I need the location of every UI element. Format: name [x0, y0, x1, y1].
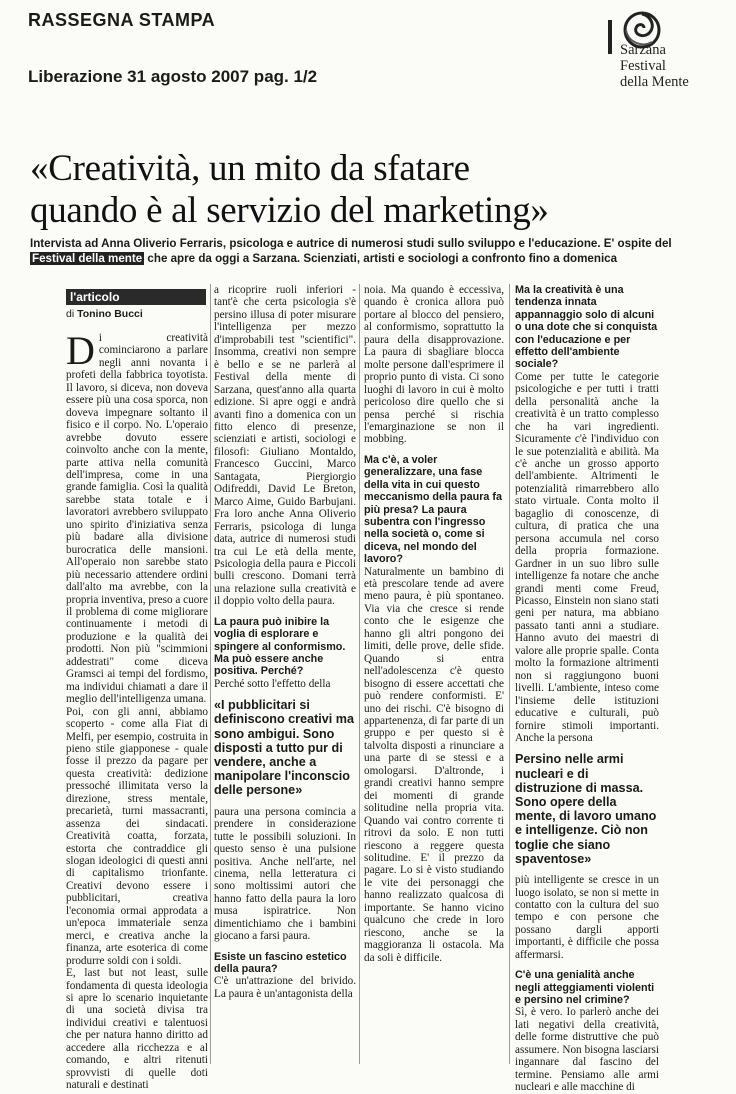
source-line: Liberazione 31 agosto 2007 pag. 1/2 [28, 67, 318, 86]
festival-highlight: Festival della mente [32, 252, 143, 265]
column-4 [515, 284, 659, 1094]
question-1: La paura può inibire la voglia di esplorare e spingere al conformismo. Ma può essere anche positiva. Perché? [214, 615, 346, 678]
col2-p4: C'è un'attrazione del brivido. La paura è un'antagonista della [214, 975, 356, 1000]
byline-author: Tonino Bucci [77, 308, 143, 320]
question-2: Esiste un fascino estetico della paura? [214, 950, 347, 976]
question-3: Ma c'è, a voler generalizzare, una fase della vita in cui questo meccanismo della paura fa più presa? La paura subentra con l'ingresso nella società o, come si diceva, nel mondo del lavoro? [364, 453, 503, 566]
col3-p2: Naturalmente un bambino di età prescolare tende ad avere meno paura, è più spontaneo. Via via che cresce si rende conto che le esigenze che hanno gli altri pongono dei limiti, delle prove, delle sfide. Quando si entra nell'adolescenza c'è questo bisogno di essere accettati che può rendere conformisti. E' uno dei rischi. C'è bisogno di appartenenza, di far parte di un gruppo e per questo si è talvolta disposti a rinunciare a una parte di se stessi e a omologarsi. D'altronde, i grandi creativi hanno sempre dei momenti di grande solitudine nella propria vita. Quando vai contro corrente ti ritrovi da solo. E non tutti riescono a reggere questa solitudine. E' il prezzo da pagare. Lo si è visto studiando le vite dei personaggi che hanno realizzato qualcosa di importante. Se hanno vicino qualcuno che crede in loro riescono, anche se la maggioranza li ostacola. Ma da soli è difficile. [364, 565, 504, 964]
logo-festival: Festival [620, 58, 666, 74]
headline-line-1: «Creatività, un mito da sfatare [30, 148, 470, 189]
byline [66, 308, 143, 320]
pull-quote-1: «I pubblicitari si definiscono creativi ma sono ambigui. Sono disposti a tutto pur di vendere, anche a manipolare l'inconscio delle persone» [214, 698, 354, 798]
logo-sarzana: Sarzana [620, 42, 666, 58]
headline [30, 148, 720, 232]
question-4: Ma la creatività è una tendenza innata appannaggio solo di alcuni o una dote che si conquista con l'educazione e per effetto dell'ambiente sociale? [515, 284, 658, 371]
pull-quote-2: Persino nelle armi nucleari e di distruzione di massa. Sono opere della mente, di lavoro umano e intelligenze. Ciò non toglie che siano spaventose» [515, 752, 657, 866]
drop-cap: D [66, 328, 95, 373]
paragraph [66, 328, 208, 706]
column-rule [509, 284, 510, 1064]
festival-logo [608, 6, 718, 111]
column-rule [359, 284, 360, 1064]
col1-p3: E, last but not least, sulle fondamenta di questa ideologia si apre lo scenario inquietante di una società divisa tra individui creativi e talentuosi che per natura hanno diritto ad accedere alla ricchezza e al comando, e altri ritenuti sprovvisti di quelle doti naturali e destinati [66, 967, 208, 1092]
standfirst-a: Intervista ad Anna Oliverio Ferraris, psicologa e autrice di numerosi studi sullo sviluppo e l'educazione. E' ospite del [30, 237, 672, 250]
col2-p2: Perché sotto l'effetto della [214, 677, 331, 690]
col2-p3: paura una persona comincia a prendere in considerazione tutte le possibili soluzioni. In questo senso è una pulsione positiva. Anche nell'arte, nel cinema, nella letteratura ci sono moltissimi autori che hanno fatto della paura la loro musa ispiratrice. Non dimentichiamo che i bambini giocano a farsi paura. [214, 805, 356, 943]
col4-p2: più intelligente se cresce in un luogo isolato, se non si mette in contatto con la cultura del suo tempo e con persone che possano dargli apporti importanti, è difficile che possa affermarsi. [515, 874, 659, 961]
column-1 [66, 328, 208, 1092]
question-5: C'è una genialità anche negli atteggiamenti violenti e persino nel crimine? [515, 969, 655, 1007]
col3-p1: noia. Ma quando è eccessiva, quando è cronica allora può portare al blocco del pensiero, al conformismo, soprattutto la paura della disapprovazione. La paura di sbagliare blocca molte persone dall'esprimere il proprio punto di vista. Ci sono luoghi di lavoro in cui è molto pericoloso dire quello che si pensa perché si rischia l'emarginazione se non il mobbing. [364, 284, 504, 446]
headline-line-2: quando è al servizio del marketing» [30, 190, 549, 231]
col4-p1: Come per tutte le categorie psicologiche e per tutti i tratti della personalità anche la creatività è un tratto complesso che ha vari ingredienti. Sicuramente c'è l'individuo con le sue potenzialità e abilità. Ma c'è anche un grosso apporto dell'ambiente. Altrimenti le potenzialità rimarrebbero allo stato virtuale. Conta molto il bagaglio di conoscenze, di cultura, di pratica che una persona accumula nel corso della propria formazione. Gardner in un suo libro sulle intelligenze fa notare che anche grandi menti come Freud, Picasso, Einstein non siano stati geni per natura, ma abbiano passato tanti anni a studiare. Hanno avuto dei maestri di valore alle proprie spalle. Conta molto la formazione altrimenti non si raggiungono buoni livelli. L'ambiente, inteso come l'insieme delle istituzioni educative e culturali, può fornire stimoli importanti. Anche la persona [515, 370, 659, 744]
press-review-title: RASSEGNA STAMPA [28, 10, 216, 30]
logo-bar [608, 20, 612, 54]
column-3 [364, 284, 504, 1068]
byline-prefix: di [66, 308, 78, 320]
col4-p3: Sì, è vero. Io parlerò anche dei lati negativi della creatività, delle forme distruttive che può assumere. Non bisogna lasciarsi ingannare dal fascino del termine. Pensiamo alle armi nucleari e alle macchine di [515, 1006, 659, 1094]
col1-p1: i creatività cominciarono a parlare negli anni novanta i profeti della fabbrica toyotista. Il lavoro, si diceva, non doveva essere più una cosa sporca, non doveva impegnare soltanto il fisico e il corpo. No. L'operaio avrebbe dovuto essere coinvolto anche con la mente, parte attiva nella comunità dell'impresa, come in una grande famiglia. Così la qualità sarebbe stata totale e i lavoratori avrebbero sviluppato uno spirito d'iniziativa senza più badare alla divisione burocratica delle mansioni. All'operaio non sarebbe stato più necessario attendere ordini dall'alto ma avrebbe, con la propria inventiva, preso a cuore il problema di come migliorare continuamente i metodi di produzione e la qualità dei prodotti. Non più "scimmioni addestrati" come diceva Gramsci ai tempi del fordismo, ma individui chiamati a dare il meglio dell'intelligenza umana. [66, 332, 208, 706]
section-kicker: l'articolo [66, 289, 206, 305]
press-review-header [28, 10, 215, 31]
column-rule [210, 284, 211, 1064]
standfirst-b: che apre da oggi a Sarzana. Scienziati, artisti e sociologi a confronto fino a domenica [144, 252, 618, 265]
col1-p2: Poi, con gli anni, abbiamo scoperto - come alla Fiat di Melfi, per esempio, costruita in pieno stile giapponese - quale fosse il prezzo da pagare per questa creatività: dedizione pressoché illimitata verso la direzione, stress mentale, precarietà, turni massacranti, assenza dei sindacati. Creatività coatta, forzata, estorta che contraddice gli slogan ideologici di questi anni di capitalismo trionfante. Creativi devono essere i pubblicitari, creativa l'economia ormai approdata a un'epoca immateriale senza merci, e creativa anche la finanza, arte esoterica di come produrre soldi con i soldi. [66, 705, 208, 967]
standfirst [30, 236, 720, 266]
column-2 [214, 284, 356, 1068]
col2-p1: a ricoprire ruoli inferiori - tant'è che certa psicologia s'è persino illusa di poter misurare l'intelligenza per mezzo d'improbabili test "scientifici". Insomma, creativi non sempre è bello e se ne parlerà al Festival della mente di Sarzana, quest'anno alla quarta edizione. Si apre oggi e andrà avanti fino a domenica con un fitto elenco di presenze, scienziati e artisti, sociologi e filosofi: Giuliano Montaldo, Francesco Guccini, Marco Santagata, Piergiorgio Odifreddi, David Le Breton, Marco Aime, Guido Barbujani. Fra loro anche Anna Oliverio Ferraris, psicologa di lunga data, autrice di numerosi studi tra cui Le età della mente, Psicologia della paura e Piccoli bulli crescono. Domani terrà una relazione sulla creatività e il doppio volto della paura. [214, 284, 356, 608]
logo-della-mente: della Mente [620, 74, 689, 90]
